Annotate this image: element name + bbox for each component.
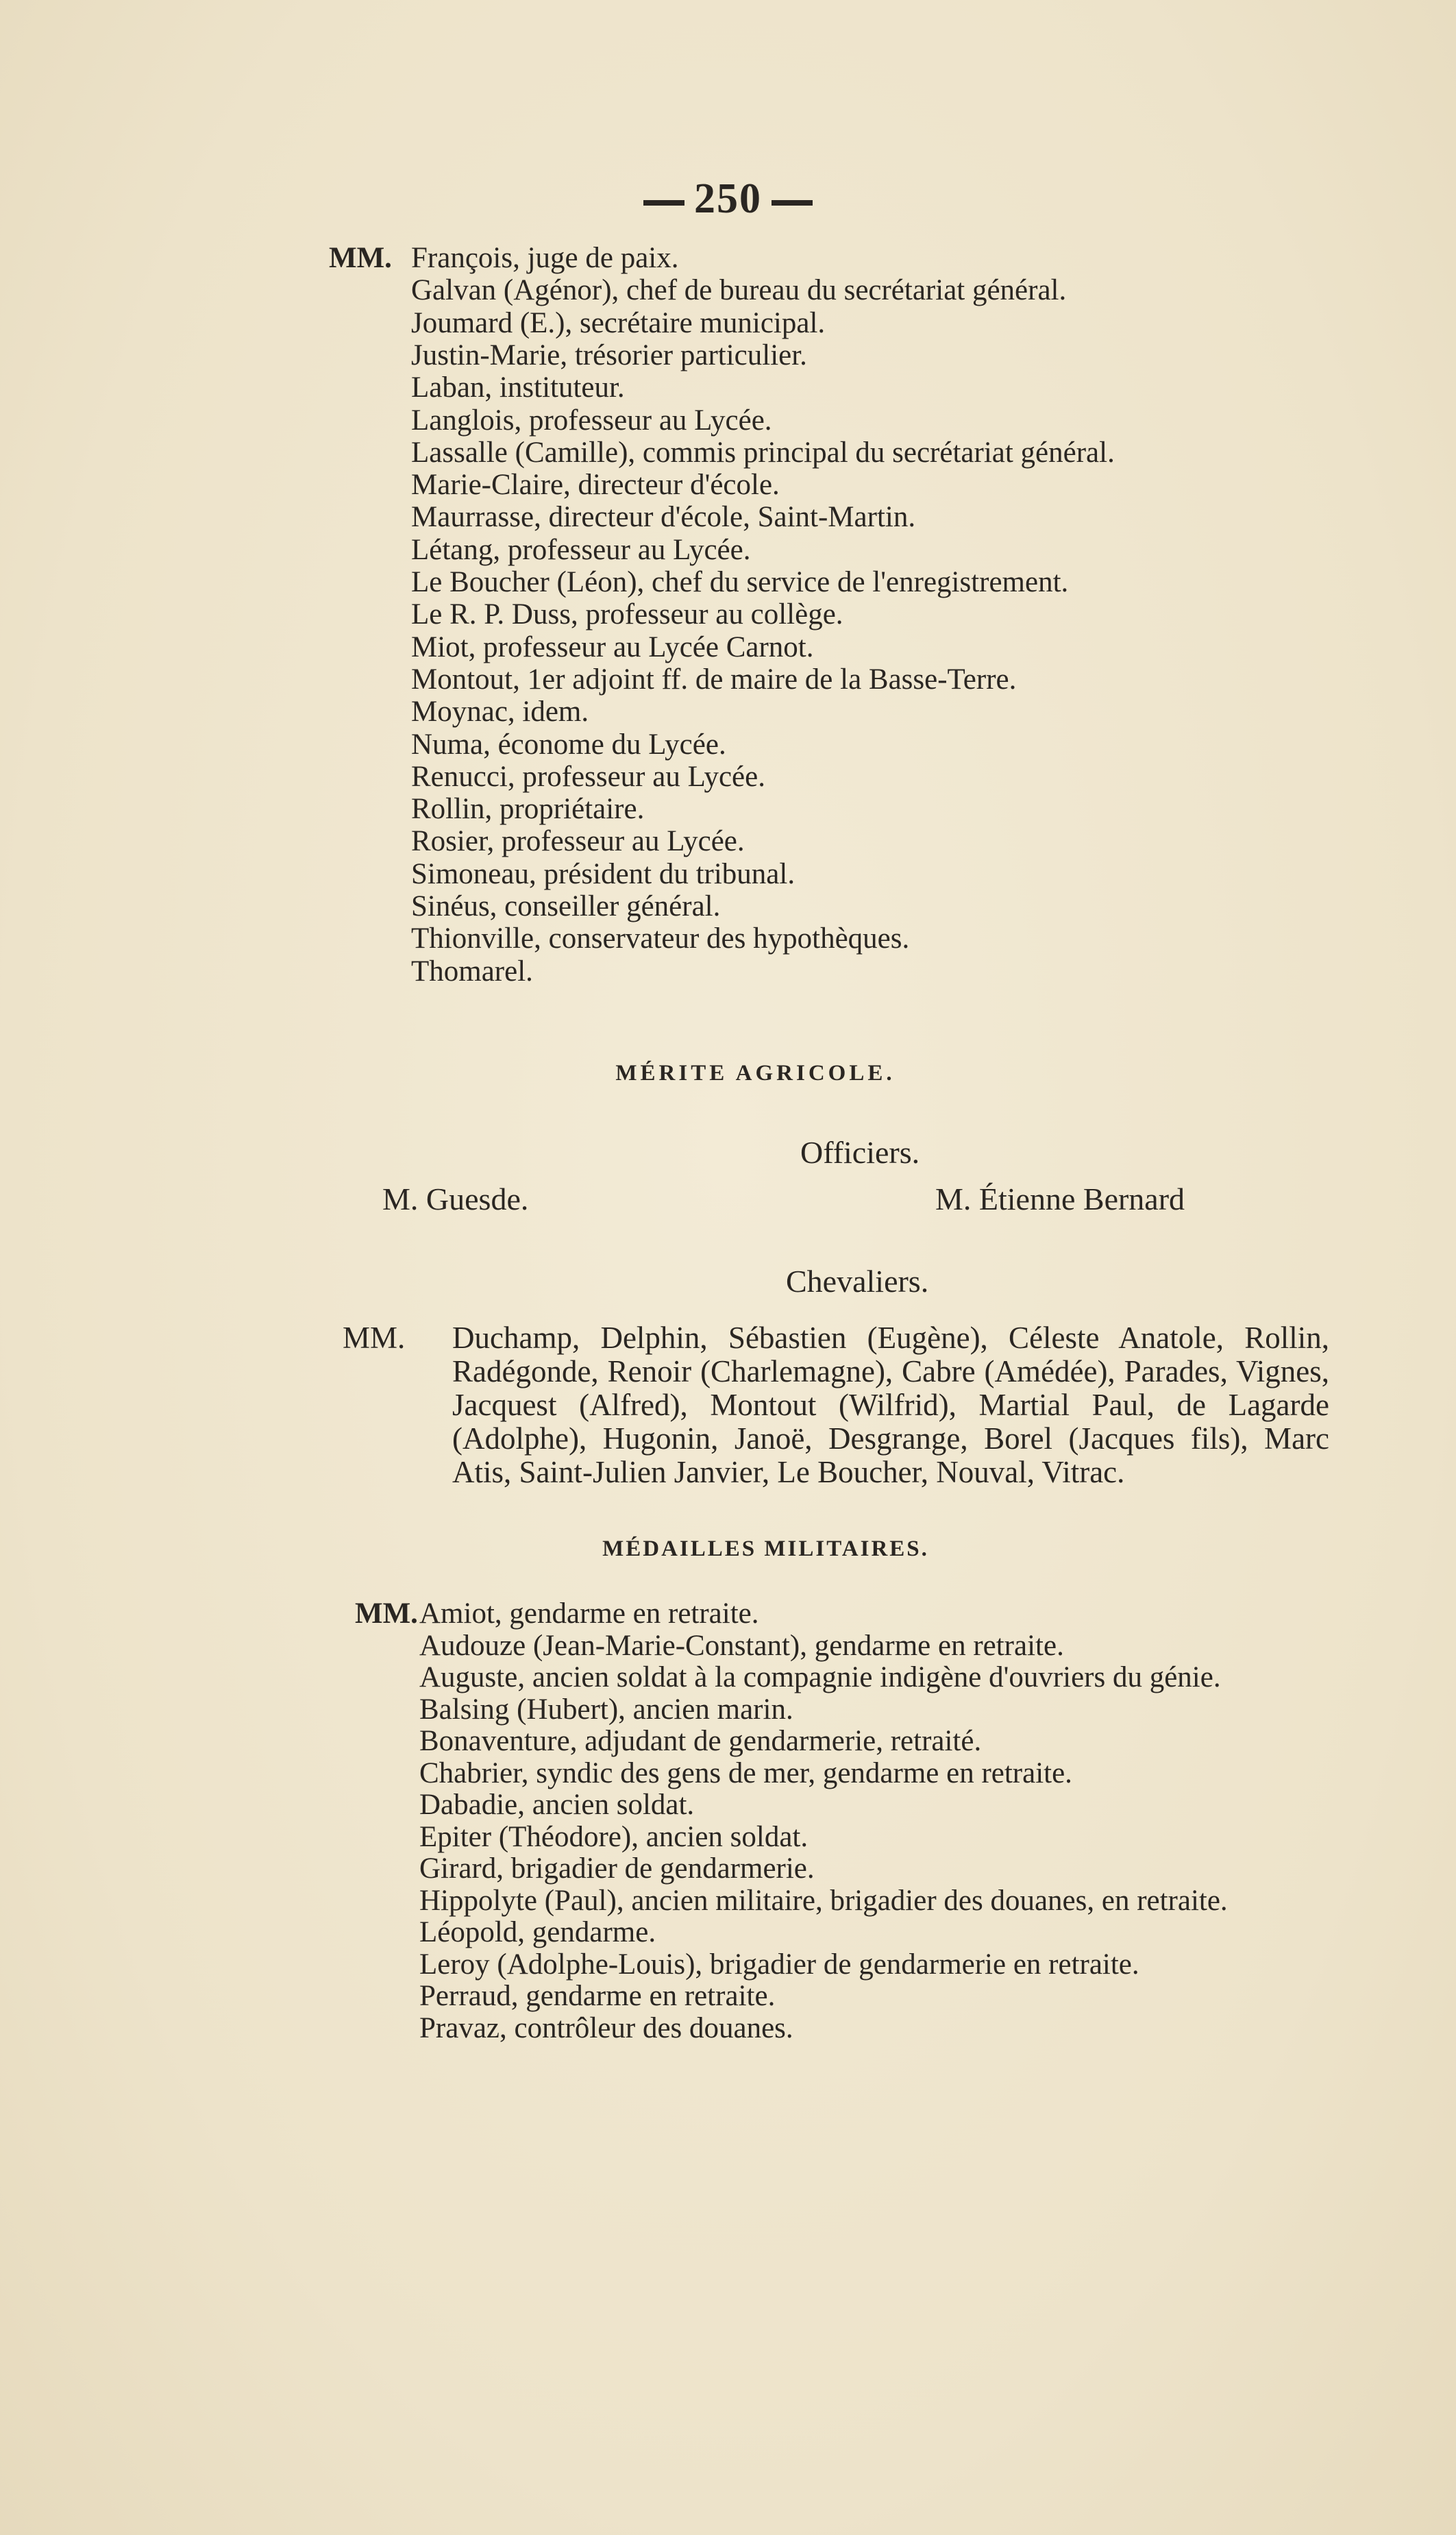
list-item: Dabadie, ancien soldat. <box>419 1789 695 1821</box>
list-item: Marie-Claire, directeur d'école. <box>411 469 780 502</box>
list-item: Langlois, professeur au Lycée. <box>411 404 772 437</box>
list-item: Justin-Marie, trésorier particulier. <box>411 339 807 371</box>
page-number-dash-left <box>643 200 684 206</box>
list-item: Létang, professeur au Lycée. <box>411 533 751 566</box>
list-item: Sinéus, conseiller général. <box>411 890 721 922</box>
list-item: Le R. P. Duss, professeur au collège. <box>411 598 843 631</box>
list-item: Moynac, idem. <box>411 696 589 728</box>
merite-title: MÉRITE AGRICOLE. <box>615 1061 896 1086</box>
chevaliers-prefix: MM. <box>343 1321 406 1355</box>
page-number <box>0 175 1456 223</box>
list-item: Lassalle (Camille), commis principal du secrétariat général. <box>411 436 1115 469</box>
list-item: Balsing (Hubert), ancien marin. <box>419 1693 793 1726</box>
list-item: Girard, brigadier de gendarmerie. <box>419 1852 815 1885</box>
list-item: Amiot, gendarme en retraite. <box>419 1597 759 1630</box>
officier-right: M. Étienne Bernard <box>935 1181 1185 1216</box>
list-item: Numa, économe du Lycée. <box>411 728 726 761</box>
list-item: Bonaventure, adjudant de gendarmerie, retraité. <box>419 1725 982 1757</box>
list-item: Laban, instituteur. <box>411 371 625 404</box>
list-item: Rollin, propriétaire. <box>411 793 645 826</box>
list-item: Galvan (Agénor), chef de bureau du secrétariat général. <box>411 274 1067 307</box>
list-item: Montout, 1er adjoint ff. de maire de la Basse-Terre. <box>411 663 1017 696</box>
list-item: Thomarel. <box>411 955 533 988</box>
list-item: Renucci, professeur au Lycée. <box>411 760 765 793</box>
list-item: François, juge de paix. <box>411 242 679 274</box>
page-number-dash-right <box>772 200 813 206</box>
list-item: Rosier, professeur au Lycée. <box>411 825 745 858</box>
list-item: Joumard (E.), secrétaire municipal. <box>411 306 826 339</box>
medailles-title: MÉDAILLES MILITAIRES. <box>602 1536 929 1561</box>
list-item: Pravaz, contrôleur des douanes. <box>419 2011 793 2044</box>
list-item: Auguste, ancien soldat à la compagnie indigène d'ouvriers du génie. <box>419 1661 1221 1693</box>
officier-left: M. Guesde. <box>382 1181 529 1216</box>
section1-prefix: MM. <box>329 242 392 274</box>
list-item: Maurrasse, directeur d'école, Saint-Martin. <box>411 501 916 534</box>
list-item: Audouze (Jean-Marie-Constant), gendarme en retraite. <box>419 1629 1064 1662</box>
chevaliers-paragraph <box>343 1321 1329 1489</box>
list-item: Chabrier, syndic des gens de mer, gendarme en retraite. <box>419 1756 1072 1789</box>
list-item: Thionville, conservateur des hypothèques. <box>411 922 910 955</box>
medailles-prefix: MM. <box>355 1597 418 1630</box>
page-number-text: 250 <box>694 175 762 222</box>
list-item: Simoneau, président du tribunal. <box>411 857 795 890</box>
list-item: Leroy (Adolphe-Louis), brigadier de gendarmerie en retraite. <box>419 1948 1139 1981</box>
list-item: Hippolyte (Paul), ancien militaire, brigadier des douanes, en retraite. <box>419 1884 1228 1917</box>
list-item: Epiter (Théodore), ancien soldat. <box>419 1820 809 1853</box>
list-item: Perraud, gendarme en retraite. <box>419 1980 776 2012</box>
officiers-label: Officiers. <box>800 1135 920 1170</box>
list-item: Léopold, gendarme. <box>419 1916 656 1948</box>
list-item: Miot, professeur au Lycée Carnot. <box>411 630 814 663</box>
chevaliers-label: Chevaliers. <box>786 1264 929 1299</box>
chevaliers-text: Duchamp, Delphin, Sébastien (Eugène), Céleste Anatole, Rollin, Radégonde, Renoir (Charlemagne), Cabre (Amédée), Parades, Vignes, Jacquest (Alfred), Montout (Wilfrid), Martial Paul, de Lagarde (Adolphe), Hugonin, Janoë, Desgrange, Borel (Jacques fils), Marc Atis, Saint-Julien Janvier, Le Boucher, Nouval, Vitrac. <box>452 1321 1329 1489</box>
list-item: Le Boucher (Léon), chef du service de l'enregistrement. <box>411 566 1069 598</box>
